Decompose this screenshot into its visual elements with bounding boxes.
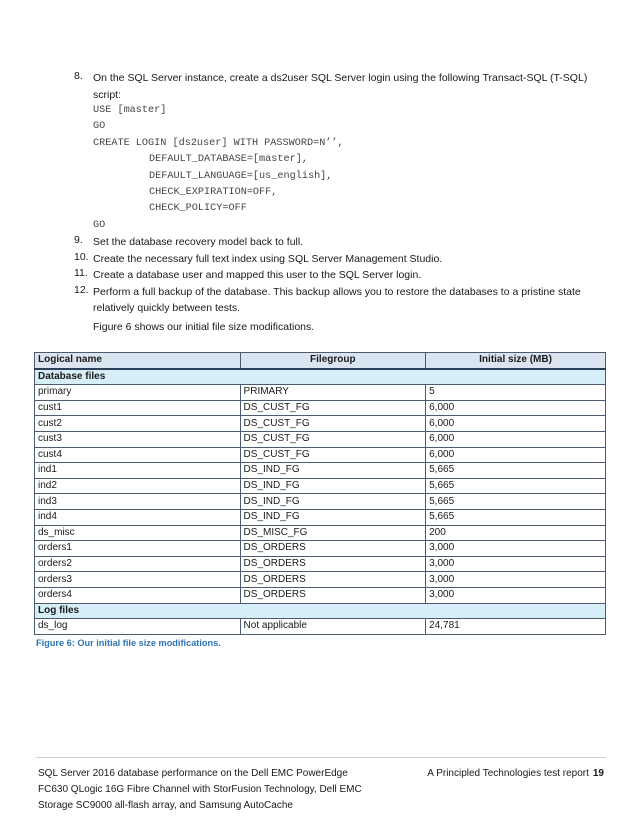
step-number: 12. — [74, 283, 89, 296]
code-line: GO — [93, 219, 106, 231]
file-size-table — [34, 352, 606, 635]
table-row — [35, 556, 606, 572]
section-title: Log files — [35, 603, 606, 619]
cell-initial-size: 6,000 — [426, 400, 606, 416]
code-line: DEFAULT_DATABASE=[master], — [149, 154, 308, 166]
cell-logical-name: orders1 — [35, 541, 241, 557]
table-body — [35, 369, 606, 635]
step-text: Set the database recovery model back to full. — [93, 236, 304, 249]
procedure-steps — [74, 70, 614, 336]
step-11 — [74, 267, 614, 284]
cell-filegroup: DS_MISC_FG — [240, 525, 426, 541]
table-row — [35, 587, 606, 603]
cell-logical-name: primary — [35, 385, 241, 401]
table-row — [35, 478, 606, 494]
step-text: Perform a full backup of the database. This backup allows you to restore the databases to a pristine state — [93, 285, 581, 298]
step-number: 9. — [74, 234, 83, 247]
cell-filegroup: PRIMARY — [240, 385, 426, 401]
cell-filegroup: DS_IND_FG — [240, 509, 426, 525]
figure-caption: Figure 6: Our initial file size modifications. — [36, 638, 221, 648]
table-row — [35, 400, 606, 416]
step-text: Create a database user and mapped this user to the SQL Server login. — [93, 269, 422, 282]
table-row — [35, 447, 606, 463]
table-row — [35, 541, 606, 557]
cell-logical-name: cust1 — [35, 400, 241, 416]
cell-filegroup: DS_ORDERS — [240, 572, 426, 588]
cell-filegroup: DS_CUST_FG — [240, 431, 426, 447]
cell-logical-name: ds_misc — [35, 525, 241, 541]
step-8 — [74, 70, 614, 103]
footer-title-line: FC630 QLogic 16G Fibre Channel with StorFusion Technology, Dell EMC — [38, 784, 362, 795]
step-number: 11. — [74, 267, 88, 280]
footer-title-line: SQL Server 2016 database performance on the Dell EMC PowerEdge — [38, 768, 348, 779]
cell-initial-size: 200 — [426, 525, 606, 541]
step-text: script: — [93, 88, 122, 101]
cell-filegroup: Not applicable — [240, 619, 426, 635]
table-row — [35, 494, 606, 510]
step-number: 10. — [74, 250, 89, 263]
cell-initial-size: 24,781 — [426, 619, 606, 635]
cell-logical-name: ind4 — [35, 509, 241, 525]
step-text: relatively quickly between tests. — [93, 302, 241, 315]
footer-title-line: Storage SC9000 all-flash array, and Samsung AutoCache — [38, 800, 293, 811]
step-9 — [74, 234, 614, 251]
cell-filegroup: DS_ORDERS — [240, 587, 426, 603]
footer-divider — [36, 757, 606, 758]
cell-logical-name: cust2 — [35, 416, 241, 432]
section-row — [35, 603, 606, 619]
table-row — [35, 385, 606, 401]
cell-logical-name: ind3 — [35, 494, 241, 510]
cell-initial-size: 6,000 — [426, 431, 606, 447]
column-header-filegroup: Filegroup — [240, 353, 426, 369]
table-row — [35, 572, 606, 588]
cell-filegroup: DS_CUST_FG — [240, 400, 426, 416]
cell-initial-size: 3,000 — [426, 572, 606, 588]
column-header-logical-name: Logical name — [35, 353, 241, 369]
cell-initial-size: 3,000 — [426, 541, 606, 557]
step-number: 8. — [74, 70, 83, 82]
step-text: Create the necessary full text index using SQL Server Management Studio. — [93, 252, 443, 265]
table-row — [35, 416, 606, 432]
cell-logical-name: ind2 — [35, 478, 241, 494]
cell-filegroup: DS_CUST_FG — [240, 416, 426, 432]
table-row — [35, 431, 606, 447]
cell-logical-name: ind1 — [35, 463, 241, 479]
cell-logical-name: orders3 — [35, 572, 241, 588]
code-line: CREATE LOGIN [ds2user] WITH PASSWORD=N’’, — [93, 137, 344, 149]
code-line: CHECK_POLICY=OFF — [149, 203, 247, 215]
figure-intro: Figure 6 shows our initial file size modifications. — [93, 320, 315, 333]
cell-initial-size: 5 — [426, 385, 606, 401]
table-row — [35, 525, 606, 541]
code-line: USE [master] — [93, 105, 167, 116]
cell-initial-size: 6,000 — [426, 447, 606, 463]
step-text: On the SQL Server instance, create a ds2user SQL Server login using the following Transact-SQL (T-SQL) — [93, 72, 588, 84]
cell-filegroup: DS_IND_FG — [240, 494, 426, 510]
code-line: CHECK_EXPIRATION=OFF, — [149, 186, 278, 198]
cell-logical-name: ds_log — [35, 619, 241, 635]
cell-filegroup: DS_ORDERS — [240, 541, 426, 557]
footer-publisher — [427, 766, 604, 782]
cell-initial-size: 6,000 — [426, 416, 606, 432]
page-number: 19 — [592, 768, 604, 779]
cell-initial-size: 5,665 — [426, 509, 606, 525]
footer-report-title — [38, 766, 398, 814]
step-12 — [74, 284, 614, 317]
cell-initial-size: 5,665 — [426, 463, 606, 479]
section-title: Database files — [35, 369, 606, 385]
cell-logical-name: orders2 — [35, 556, 241, 572]
section-row — [35, 369, 606, 385]
cell-logical-name: orders4 — [35, 587, 241, 603]
cell-initial-size: 5,665 — [426, 478, 606, 494]
table-row — [35, 619, 606, 635]
code-line: DEFAULT_LANGUAGE=[us_english], — [149, 170, 333, 182]
cell-filegroup: DS_IND_FG — [240, 478, 426, 494]
tsql-code-block — [93, 103, 614, 234]
step-10 — [74, 251, 614, 268]
cell-filegroup: DS_ORDERS — [240, 556, 426, 572]
table-row — [35, 463, 606, 479]
cell-initial-size: 3,000 — [426, 587, 606, 603]
cell-filegroup: DS_IND_FG — [240, 463, 426, 479]
cell-logical-name: cust4 — [35, 447, 241, 463]
table-header-row — [35, 353, 606, 369]
cell-initial-size: 3,000 — [426, 556, 606, 572]
cell-initial-size: 5,665 — [426, 494, 606, 510]
cell-filegroup: DS_CUST_FG — [240, 447, 426, 463]
column-header-initial-size: Initial size (MB) — [426, 353, 606, 369]
footer-publisher-text: A Principled Technologies test report — [427, 768, 589, 779]
code-line: GO — [93, 121, 106, 133]
table-row — [35, 509, 606, 525]
cell-logical-name: cust3 — [35, 431, 241, 447]
